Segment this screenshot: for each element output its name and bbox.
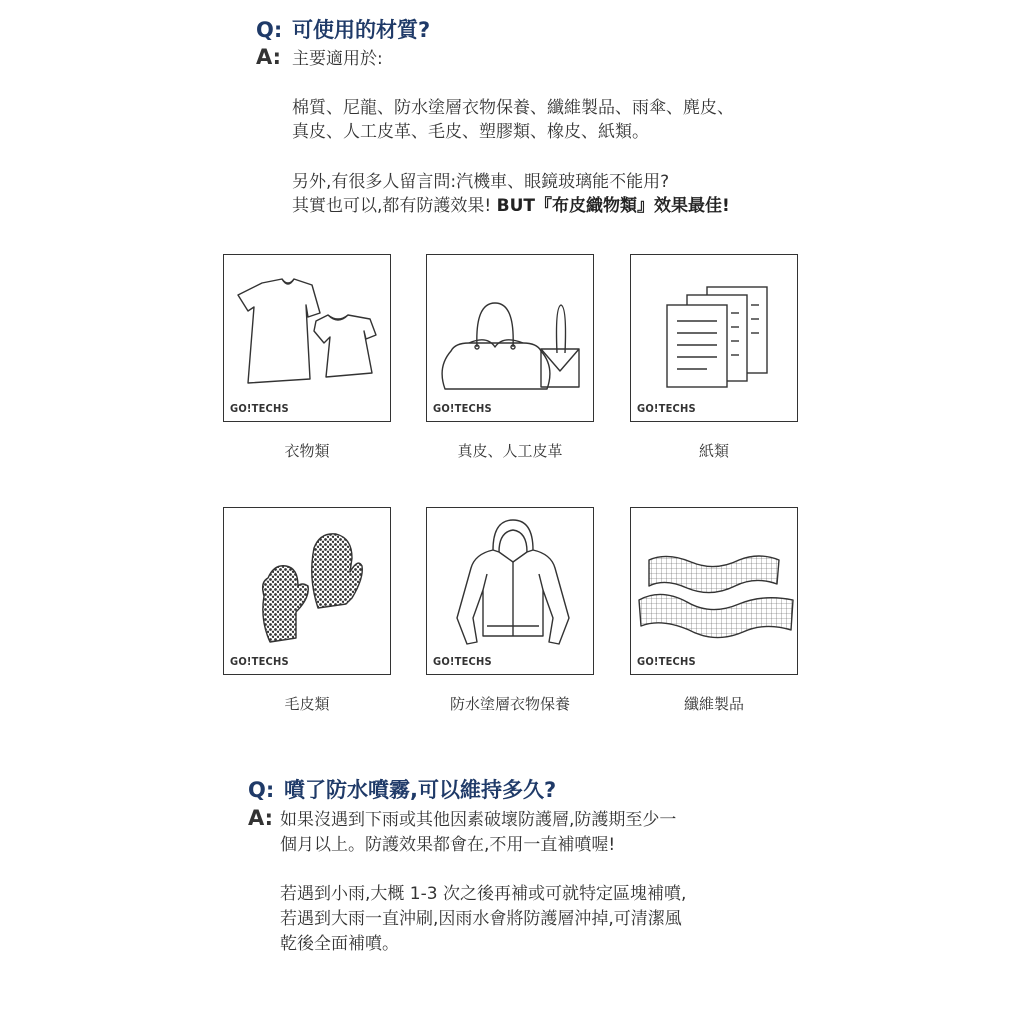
category-card-textiles (630, 507, 798, 675)
brand-label: GO!TECHS (230, 655, 289, 668)
category-card-coated-clothing (426, 507, 594, 675)
category-caption: 纖維製品 (683, 695, 744, 713)
category-caption: 毛皮類 (284, 695, 330, 713)
category-card-fur (223, 507, 391, 675)
category-caption: 紙類 (698, 442, 729, 460)
category-caption: 真皮、人工皮革 (457, 442, 563, 460)
category-card-leather (426, 254, 594, 422)
faq2-question (248, 774, 556, 804)
jacket-icon (427, 508, 595, 676)
clothes-icon (224, 255, 392, 423)
a-tag: A: (248, 806, 274, 830)
answer-intro: 主要適用於: (292, 49, 383, 69)
q-tag: Q: (248, 778, 275, 802)
question-text: 噴了防水噴霧,可以維持多久? (284, 778, 557, 802)
scarf-icon (631, 508, 799, 676)
brand-label: GO!TECHS (230, 402, 289, 415)
note-line-2-emphasis: BUT『布皮織物類』效果最佳! (496, 196, 730, 216)
note-line-1: 另外,有很多人留言問:汽機車、眼鏡玻璃能不能用? (292, 172, 670, 192)
brand-label: GO!TECHS (433, 402, 492, 415)
category-caption: 衣物類 (284, 442, 330, 460)
category-card-paper (630, 254, 798, 422)
mittens-icon (224, 508, 392, 676)
note-line-2 (292, 194, 730, 218)
detail-line-3: 乾後全面補噴。 (280, 934, 399, 954)
materials-line-2: 真皮、人工皮革、毛皮、塑膠類、橡皮、紙類。 (292, 122, 649, 142)
detail-line-2: 若遇到大雨一直沖刷,因雨水會將防護層沖掉,可清潔風 (280, 909, 682, 929)
brand-label: GO!TECHS (637, 655, 696, 668)
paper-icon (631, 255, 799, 423)
a-tag: A: (256, 45, 282, 69)
category-caption: 防水塗層衣物保養 (449, 695, 570, 713)
answer-line-1: 如果沒遇到下雨或其他因素破壞防護層,防護期至少一 (280, 810, 677, 830)
brand-label: GO!TECHS (637, 402, 696, 415)
answer-line-2: 個月以上。防護效果都會在,不用一直補噴喔! (280, 835, 616, 855)
faq1-question (256, 14, 430, 44)
note-line-2-text: 其實也可以,都有防護效果! (292, 196, 497, 216)
category-card-clothes (223, 254, 391, 422)
q-tag: Q: (256, 18, 283, 42)
handbag-icon (427, 255, 595, 423)
detail-line-1: 若遇到小雨,大概 1-3 次之後再補或可就特定區塊補噴, (280, 884, 687, 904)
question-text: 可使用的材質? (292, 18, 431, 42)
materials-line-1: 棉質、尼龍、防水塗層衣物保養、纖維製品、雨傘、麂皮、 (292, 98, 734, 118)
brand-label: GO!TECHS (433, 655, 492, 668)
